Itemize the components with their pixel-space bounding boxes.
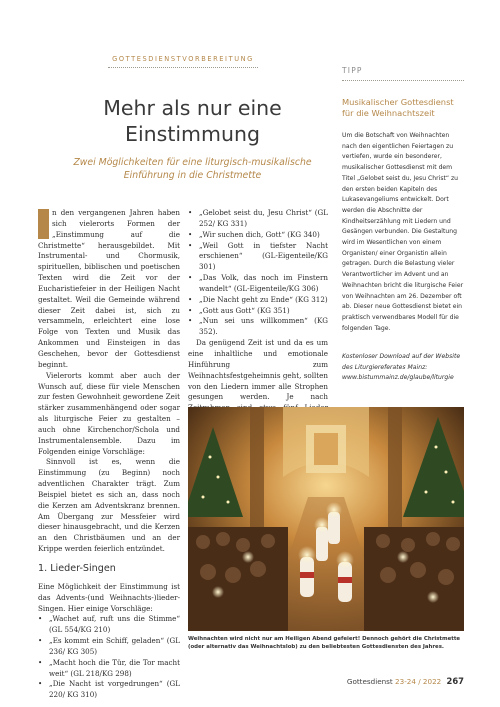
- song-item: • „Wachet auf, ruft uns die Stimme“ (GL 554/KG 210): [38, 614, 180, 636]
- section-heading-lieder-singen: 1. Lieder-Singen: [38, 563, 116, 574]
- song-item: • „Es kommt ein Schiff, geladen“ (GL 236/ KG 305): [38, 636, 180, 658]
- song-list-right: [188, 208, 328, 338]
- song-list-left: [38, 614, 180, 701]
- drop-cap: [38, 209, 49, 239]
- song-item: • „Gott aus Gott“ (KG 351): [188, 306, 328, 317]
- intro-paragraph: [38, 208, 180, 371]
- song-item: • „Macht hoch die Tür, die Tor macht weit“ (GL 218/KG 298): [38, 658, 180, 680]
- article-headline: [60, 95, 325, 147]
- song-item: • „Gelobet seist du, Jesu Christ“ (GL 252/ KG 331): [188, 208, 328, 230]
- headline-line-1: Mehr als nur eine: [103, 96, 282, 120]
- footer-magazine-name: Gottesdienst: [346, 677, 393, 686]
- song-item: • „Weil Gott in tiefster Nacht erschienen“ (GL-Eigenteile/KG 301): [188, 241, 328, 274]
- song-item: • „Das Volk, das noch im Finstern wandelt“ (GL-Eigenteile/KG 306): [188, 273, 328, 295]
- headline-line-2: Einstimmung: [125, 122, 260, 146]
- subhead-line-1: Zwei Möglichkeiten für eine liturgisch-musikalische: [73, 157, 312, 168]
- photo-caption: Weihnachten wird nicht nur am Heiligen Abend gefeiert! Dennoch gehört die Christmette (oder alternativ das Weihnachtslob) zu den beliebtesten Gottesdiensten des Jahres.: [188, 636, 461, 650]
- section-label: GOTTESDIENSTVORBEREITUNG: [112, 55, 254, 63]
- song-item: • „Die Nacht ist vorgedrungen“ (GL 220/ KG 310): [38, 679, 180, 701]
- sidebar-divider: [342, 80, 464, 81]
- section-divider: [108, 67, 258, 68]
- christmas-mass-illustration: [188, 407, 464, 631]
- page-number: 267: [446, 676, 464, 686]
- song-item: • „Nun sei uns willkommen“ (KG 352).: [188, 316, 328, 338]
- song-item: • „Die Nacht geht zu Ende“ (KG 312): [188, 295, 328, 306]
- intro-text: n den vergangenen Jahren haben sich vielerorts Formen der „Einstimmung auf die Christmette“ herausgebildet. Mit Instrumental- und Chormusik, spirituellen, biblischen und poetischen Texten wird die Zeit vor der Eucharistiefeier in der Heiligen Nacht gestaltet. Weil die Gemeinde während dieser Zeit dabei ist, sich zu versammeln, erleichtert eine lose Folge von Texten und Musik das Ankommen und Einsteigen in das Geschehen, bevor der Gottesdienst beginnt.: [38, 208, 180, 369]
- middle-paragraph: Da genügend Zeit ist und da es um eine inhaltliche und emotionale Hinführung zum Weihnachtsfestgeheimnis geht, sollten von den Liedern immer alle Strophen gesungen werden. Je nach: [188, 338, 328, 402]
- subhead-line-2: Einführung in die Christmette: [123, 169, 262, 181]
- footer-issue: 23-24 / 2022: [395, 677, 442, 686]
- sidebar-download-note: Kostenloser Download auf der Website des Liturgiereferates Mainz: www.bistummainz.de/glaube/liturgie: [342, 353, 461, 382]
- article-column-middle: [188, 208, 328, 438]
- article-column-left: [38, 208, 180, 701]
- church-photo: [188, 407, 464, 631]
- sidebar-label: TIPP: [342, 66, 363, 75]
- paragraph-3: Sinnvoll ist es, wenn die Einstimmung (zu Beginn) noch adventlichen Charakter trägt. Zum Beispiel bietet es sich an, dass noch die Kerzen am Adventskranz brennen. Am Übergang zur Messfeier wird dieser hinausgebracht, und die Kerzen an den Christbäumen und an der Krippe werden feierlich entzündet.: [38, 457, 180, 554]
- section-intro: Eine Möglichkeit der Einstimmung ist das Advents-(und Weihnachts-)lieder-Singen. Hier einige Vorschläge:: [38, 581, 180, 613]
- sidebar-title: Musikalischer Gottesdienst für die Weihnachtszeit: [342, 97, 454, 118]
- paragraph-2: Vielerorts kommt aber auch der Wunsch auf, diese für viele Menschen zur festen Gewohnheit gewordene Zeit stärker zusammenhängend oder sogar als liturgische Feier zu gestalten – auch ohne Kirchenchor/Schola und Instrumentalensemble. Dazu im Folgenden einige Vorschläge:: [38, 370, 180, 456]
- song-item: • „Wir suchen dich, Gott“ (KG 340): [188, 230, 328, 241]
- page-footer: [347, 676, 464, 686]
- article-subhead: [50, 157, 335, 182]
- sidebar-body: Um die Botschaft von Weihnachten nach den eigentlichen Feiertagen zu vertiefen, wurde ein besonderer, musikalischer Gottesdienst mit dem Titel „Gelobet seist du, Jesu Christ“ zu den ersten beiden Kapiteln des Lukasevangeliums entwickelt. Dort werden die Abschnitte der Kindheitserzählung mit Liedern und Gesängen verbunden. Die Gestaltung wird im Wesentlichen von einem Organisten/ einer Organistin allein getragen. Durch die Belastung vieler Verantwortlicher im Advent und an Weihnachten bricht die liturgische Feier von Weihnachten am 26. Dezember oft ab. Dieser neue Gottesdienst bietet ein praktisch verwendbares Modell für die folgenden Tage.: [342, 132, 464, 332]
